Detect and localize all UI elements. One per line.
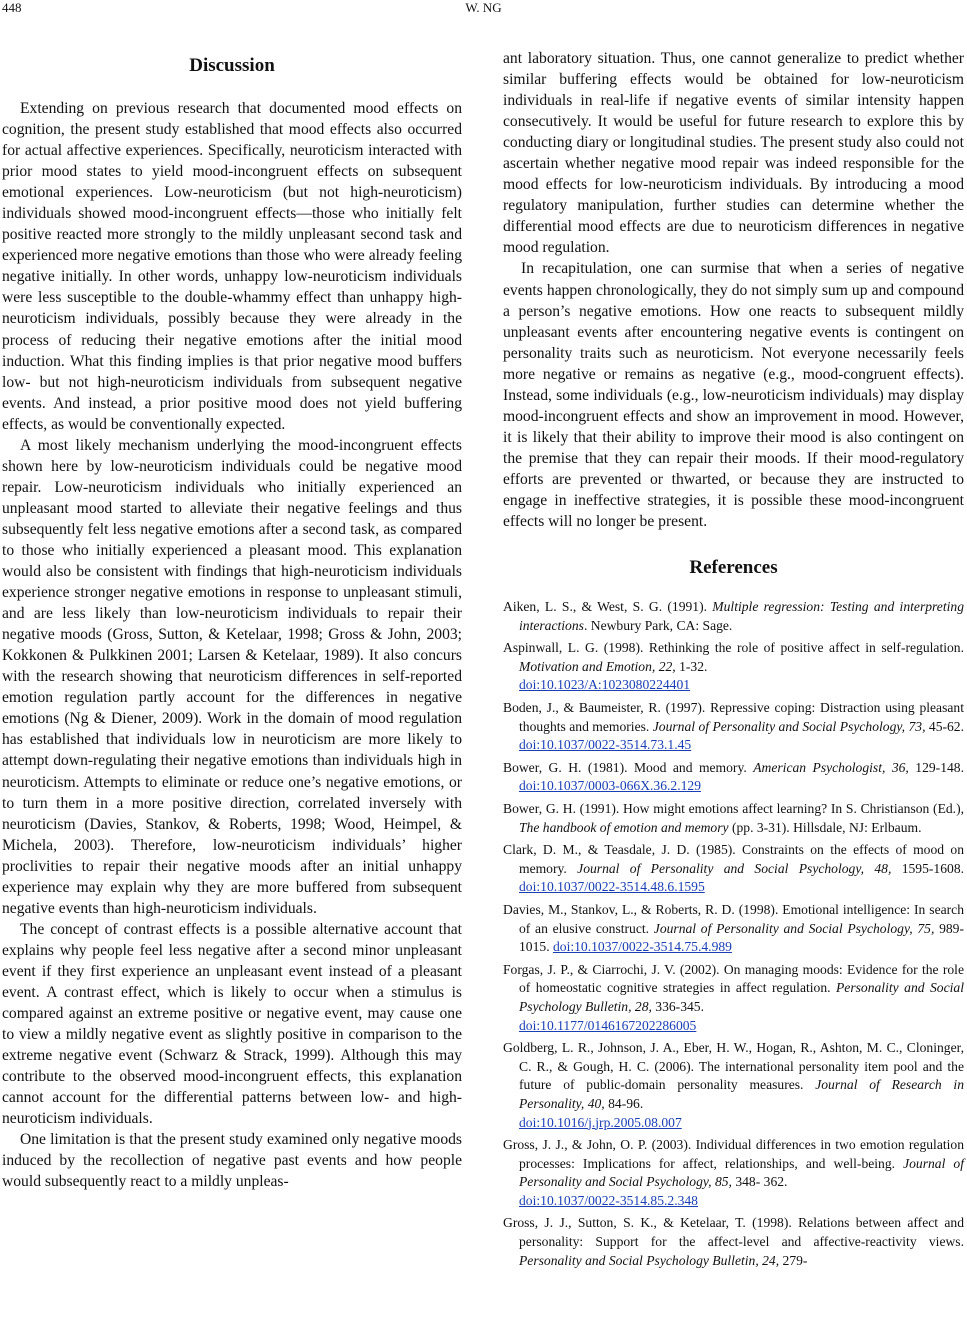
running-head: W. NG (465, 0, 502, 15)
reference-item: Bower, G. H. (1981). Mood and memory. American Psychologist, 36, 129-148. doi:10.1037/0003-066X.36.2.129 (503, 759, 964, 794)
doi-link[interactable]: doi:10.1037/0022-3514.48.6.1595 (519, 879, 705, 895)
discussion-paragraph: ant laboratory situation. Thus, one cannot generalize to predict whether similar buffering effects would be obtained for low-neuroticism individuals in real-life if negative events of similar intensity happen consecutively. It would be useful for future research to explore this by conducting diary or longitudinal studies. The present study also could not ascertain whether negative mood repair was indeed responsible for the mood effects for low-neuroticism individuals. By introducing a mood regulatory manipulation, further studies can determine whether the differential mood effects are due to neuroticism differences in negative mood regulation. (503, 50, 964, 257)
page-header (0, 0, 967, 18)
reference-item: Bower, G. H. (1991). How might emotions affect learning? In S. Christianson (Ed.), The handbook of emotion and memory (pp. 3-31). Hillsdale, NJ: Erlbaum. (503, 801, 964, 835)
left-column (2, 48, 462, 1192)
doi-link[interactable]: doi:10.1037/0022-3514.73.1.45 (519, 737, 692, 753)
discussion-paragraph: One limitation is that the present study examined only negative moods induced by the recollection of negative past events and how people would subsequently react to a mildly unpleas- (2, 1131, 462, 1191)
references-heading: References (689, 557, 778, 579)
reference-item: Clark, D. M., & Teasdale, J. D. (1985). Constraints on the effects of mood on memory. Journal of Personality and Social Psychology, 48, 1595-1608. doi:10.1037/0022-3514.48.6.1595 (503, 842, 965, 895)
discussion-paragraph: Extending on previous research that documented mood effects on cognition, the present study established that mood effects also occurred for actual affective experiences. Specifically, neuroticism interacted with prior mood states to yield mood-incongruent effects on subsequent emotional experiences. Low-neuroticism (but not high-neuroticism) individuals showed mood-incongruent effects—those who initially felt positive reacted more strongly to the mildly unpleasant second task and experienced more negative emotions than those who were already feeling negative initially. In other words, unhappy low-neuroticism individuals were less susceptible to the double-whammy effect than unhappy high-neuroticism individuals, possibly because they were already in the process of reducing their negative emotions after the initial mood induction. What this finding implies is that prior negative mood buffers low- but not high-neuroticism individuals from subsequent negative events. And instead, a prior positive mood does not yield buffering effects, as would be conventionally expected. (2, 100, 462, 433)
reference-item: Aspinwall, L. G. (1998). Rethinking the role of positive affect in self-regulation. Motivation and Emotion, 22, 1-32. doi:10.1023/A:1023080224401 (503, 640, 964, 693)
doi-link[interactable]: doi:10.1037/0022-3514.75.4.989 (552, 939, 732, 955)
reference-item: Gross, J. J., Sutton, S. K., & Ketelaar, T. (1998). Relations between affect and personality: Support for the affect-level and affective-reactivity views. Personality and Social Psychology Bulletin, 24, 279- (503, 1215, 964, 1268)
doi-link[interactable]: doi:10.1016/j.jrp.2005.08.007 (519, 1114, 682, 1130)
reference-list (503, 598, 964, 1270)
reference-item: Aiken, L. S., & West, S. G. (1991). Multiple regression: Testing and interpreting interactions. Newbury Park, CA: Sage. (503, 599, 964, 633)
discussion-heading: Discussion (189, 55, 275, 76)
discussion-paragraph: A most likely mechanism underlying the mood-incongruent effects shown here by low-neuroticism individuals could be negative mood repair. Low-neuroticism individuals who initially experienced an unpleasant mood started to alleviate their negative feelings and thus subsequently felt less negative emotions after a second task, as compared to those who initially experienced a pleasant mood. This explanation would also be consistent with findings that high-neuroticism individuals experience stronger negative emotions in response to unpleasant stimuli, and are less likely than low-neuroticism individuals to repair their negative moods (Gross, Sutton, & Ketelaar, 1998; Gross & John, 2003; Kokkonen & Pulkkinen 2001; Larsen & Ketelaar, 1989). It also concurs with the research showing that neuroticism differences in self-reported emotion regulation partly account for the differences in negative emotions (Ng & Diener, 2009). Work in the domain of mood regulation has established that individuals low in neuroticism are more likely to attempt down-regulating their negative emotions than individuals high in neuroticism. Attempts to eliminate or reduce one’s negative emotions, or to turn them in a more positive direction, correlated inversely with neuroticism (Davies, Stankov, & Roberts, 1998; Wood, Heimpel, & Michela, 2003). Therefore, low-neuroticism individuals’ higher proclivities to repair their negative moods after an initial unhappy experience may explain why they are more buffered from subsequent negative events than high-neuroticism individuals. (2, 436, 462, 917)
reference-item: Forgas, J. P., & Ciarrochi, J. V. (2002). On managing moods: Evidence for the role of homeostatic cognitive strategies in affect regulation. Personality and Social Psychology Bulletin, 28, 336-345. doi:10.1177/0146167202286005 (503, 961, 964, 1033)
discussion-paragraph: The concept of contrast effects is a possible alternative account that explains why people feel less negative after a second minor unpleasant event if they first experience an unpleasant event instead of a pleasant event. A contrast effect, which is likely to occur when a stimulus is compared against an extreme positive or negative event, may cause one to view a mildly negative event as slightly positive in comparison to the extreme negative event (Schwarz & Strack, 1999). Although this may contribute to the observed mood-incongruent effects, this explanation cannot account for the differential patterns between low- and high-neuroticism individuals. (2, 920, 462, 1128)
discussion-paragraph: In recapitulation, one can surmise that when a series of negative events happen chronologically, they do not simply sum up and compound a person’s negative emotions. How one reacts to subsequent mildly unpleasant events after encountering negative events is contingent on personality traits such as neuroticism. Not everyone necessarily feels more negative or remains as negative (e.g., mood-congruent effects). Instead, some individuals (e.g., low-neuroticism individuals) may display mood-incongruent effects and show an improvement in mood. However, it is likely that their ability to improve their mood is also contingent on the premise that they can repair their moods. If their mood-regulatory efforts are prevented or thwarted, or because they are instructed to engage in ineffective strategies, it is possible these mood-incongruent effects will no longer be present. (503, 260, 964, 531)
doi-link[interactable]: doi:10.1177/0146167202286005 (519, 1017, 697, 1033)
doi-link[interactable]: doi:10.1037/0003-066X.36.2.129 (519, 778, 702, 794)
reference-item: Goldberg, L. R., Johnson, J. A., Eber, H. W., Hogan, R., Ashton, M. C., Cloninger, C. R., & Gough, H. C. (2006). The international personality item pool and the future of public-domain personality measures. Journal of Research in Personality, 40, 84-96. doi:10.1016/j.jrp.2005.08.007 (503, 1040, 964, 1130)
reference-item: Davies, M., Stankov, L., & Roberts, R. D. (1998). Emotional intelligence: In search of an elusive construct. Journal of Personality and Social Psychology, 75, 989-1015. doi:10.1037/0022-3514.75.4.989 (503, 901, 965, 955)
right-column (503, 48, 964, 1274)
doi-link[interactable]: doi:10.1023/A:1023080224401 (519, 677, 691, 693)
doi-link[interactable]: doi:10.1037/0022-3514.85.2.348 (519, 1192, 698, 1208)
page-number: 448 (2, 0, 22, 15)
reference-item: Gross, J. J., & John, O. P. (2003). Individual differences in two emotion regulation processes: Implications for affect, relationships, and well-being. Journal of Personality and Social Psychology, 85, 348- 362. doi:10.1037/0022-3514.85.2.348 (503, 1137, 964, 1208)
reference-item: Boden, J., & Baumeister, R. (1997). Repressive coping: Distraction using pleasant thoughts and memories. Journal of Personality and Social Psychology, 73, 45-62. doi:10.1037/0022-3514.73.1.45 (503, 700, 965, 753)
